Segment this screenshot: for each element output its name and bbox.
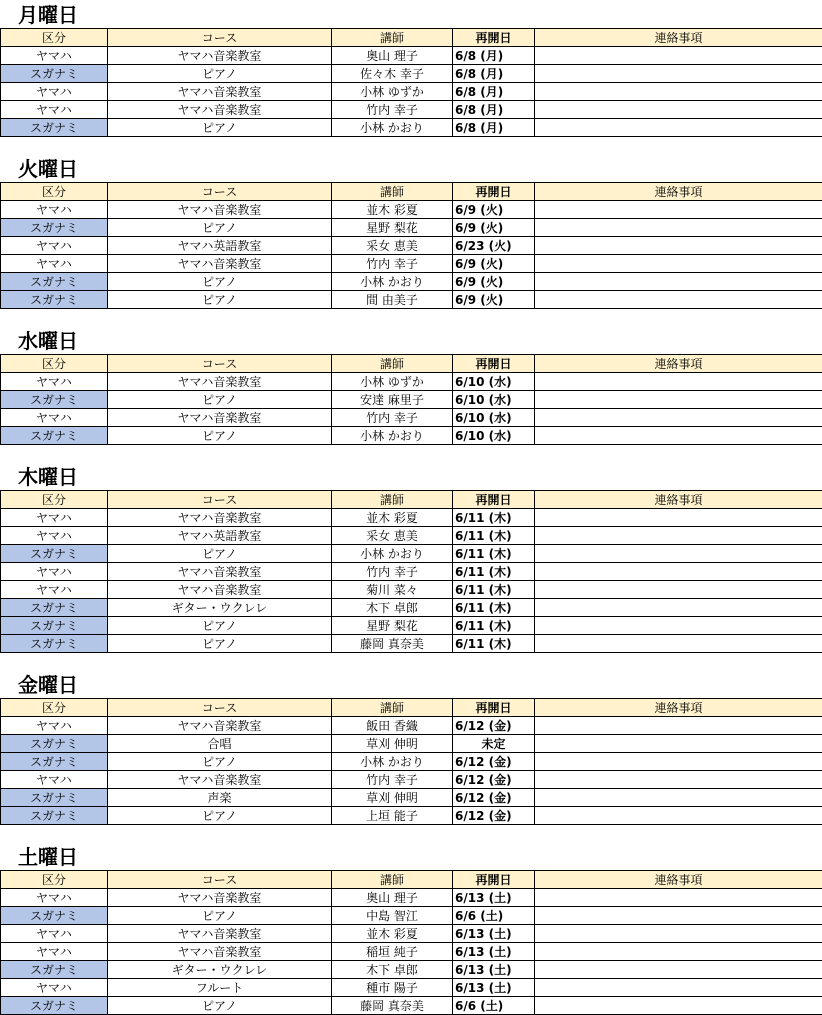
teacher-cell[interactable]: 小林 かおり bbox=[332, 119, 453, 137]
course-cell[interactable]: ピアノ bbox=[108, 907, 332, 925]
restart-date-cell[interactable]: 6/8 (月) bbox=[453, 119, 535, 137]
header-row bbox=[1, 183, 822, 201]
notes-cell[interactable] bbox=[535, 373, 822, 391]
teacher-cell[interactable]: 竹内 幸子 bbox=[332, 409, 453, 427]
course-cell[interactable]: ピアノ bbox=[108, 219, 332, 237]
restart-date-header[interactable]: 再開日 bbox=[453, 183, 535, 201]
category-cell[interactable]: ヤマハ bbox=[1, 771, 108, 789]
category-header[interactable]: 区分 bbox=[1, 355, 108, 373]
table-row bbox=[1, 961, 822, 979]
category-cell[interactable]: スガナミ bbox=[1, 789, 108, 807]
course-cell[interactable]: ヤマハ音楽教室 bbox=[108, 563, 332, 581]
table-row bbox=[1, 889, 822, 907]
restart-date-cell[interactable]: 6/6 (土) bbox=[453, 997, 535, 1015]
restart-date-cell[interactable]: 6/11 (木) bbox=[453, 599, 535, 617]
course-cell[interactable]: ギター・ウクレレ bbox=[108, 599, 332, 617]
table-row bbox=[1, 409, 822, 427]
notes-cell[interactable] bbox=[535, 753, 822, 771]
restart-date-cell[interactable]: 6/9 (火) bbox=[453, 273, 535, 291]
course-cell[interactable]: ヤマハ音楽教室 bbox=[108, 771, 332, 789]
notes-header[interactable]: 連絡事項 bbox=[535, 29, 822, 47]
notes-cell[interactable] bbox=[535, 47, 822, 65]
notes-cell[interactable] bbox=[535, 119, 822, 137]
notes-cell[interactable] bbox=[535, 789, 822, 807]
notes-cell[interactable] bbox=[535, 237, 822, 255]
table-row bbox=[1, 807, 822, 825]
header-row bbox=[1, 355, 822, 373]
category-cell[interactable]: スガナミ bbox=[1, 807, 108, 825]
table-row bbox=[1, 635, 822, 653]
table-row bbox=[1, 753, 822, 771]
notes-cell[interactable] bbox=[535, 979, 822, 997]
course-cell[interactable]: ピアノ bbox=[108, 997, 332, 1015]
table-row bbox=[1, 599, 822, 617]
course-cell[interactable]: 声楽 bbox=[108, 789, 332, 807]
restart-date-cell[interactable]: 6/10 (水) bbox=[453, 409, 535, 427]
category-cell[interactable]: スガナミ bbox=[1, 119, 108, 137]
teacher-cell[interactable]: 佐々木 幸子 bbox=[332, 65, 453, 83]
category-header[interactable]: 区分 bbox=[1, 29, 108, 47]
category-cell[interactable]: スガナミ bbox=[1, 735, 108, 753]
notes-cell[interactable] bbox=[535, 427, 822, 445]
category-cell[interactable]: ヤマハ bbox=[1, 83, 108, 101]
restart-date-cell[interactable]: 6/13 (土) bbox=[453, 925, 535, 943]
notes-cell[interactable] bbox=[535, 527, 822, 545]
teacher-cell[interactable]: 小林 かおり bbox=[332, 753, 453, 771]
teacher-cell[interactable]: 間 由美子 bbox=[332, 291, 453, 309]
notes-cell[interactable] bbox=[535, 509, 822, 527]
notes-cell[interactable] bbox=[535, 101, 822, 119]
notes-cell[interactable] bbox=[535, 201, 822, 219]
notes-cell[interactable] bbox=[535, 717, 822, 735]
notes-cell[interactable] bbox=[535, 925, 822, 943]
notes-cell[interactable] bbox=[535, 735, 822, 753]
restart-date-cell[interactable]: 6/8 (月) bbox=[453, 47, 535, 65]
category-cell[interactable]: ヤマハ bbox=[1, 237, 108, 255]
table-row bbox=[1, 717, 822, 735]
category-cell[interactable]: ヤマハ bbox=[1, 409, 108, 427]
teacher-header[interactable]: 講師 bbox=[332, 355, 453, 373]
course-cell[interactable]: ピアノ bbox=[108, 427, 332, 445]
category-cell[interactable]: ヤマハ bbox=[1, 201, 108, 219]
restart-date-cell[interactable]: 6/10 (水) bbox=[453, 373, 535, 391]
table-row bbox=[1, 509, 822, 527]
notes-cell[interactable] bbox=[535, 889, 822, 907]
restart-date-cell[interactable]: 6/12 (金) bbox=[453, 789, 535, 807]
category-cell[interactable]: ヤマハ bbox=[1, 925, 108, 943]
notes-cell[interactable] bbox=[535, 635, 822, 653]
restart-date-cell[interactable]: 6/11 (木) bbox=[453, 563, 535, 581]
restart-date-header[interactable]: 再開日 bbox=[453, 29, 535, 47]
day-title: 火曜日 bbox=[18, 157, 78, 181]
table-row bbox=[1, 617, 822, 635]
teacher-cell[interactable]: 竹内 幸子 bbox=[332, 771, 453, 789]
restart-date-cell[interactable]: 6/12 (金) bbox=[453, 771, 535, 789]
teacher-cell[interactable]: 飯田 香織 bbox=[332, 717, 453, 735]
teacher-cell[interactable]: 采女 恵美 bbox=[332, 237, 453, 255]
teacher-cell[interactable]: 安達 麻里子 bbox=[332, 391, 453, 409]
restart-date-cell[interactable]: 6/12 (金) bbox=[453, 717, 535, 735]
restart-date-header[interactable]: 再開日 bbox=[453, 871, 535, 889]
day-title: 月曜日 bbox=[18, 3, 78, 27]
course-header[interactable]: コース bbox=[108, 871, 332, 889]
notes-header[interactable]: 連絡事項 bbox=[535, 699, 822, 717]
notes-header[interactable]: 連絡事項 bbox=[535, 355, 822, 373]
teacher-cell[interactable]: 中島 智江 bbox=[332, 907, 453, 925]
course-cell[interactable]: フルート bbox=[108, 979, 332, 997]
restart-date-cell[interactable]: 6/11 (木) bbox=[453, 527, 535, 545]
notes-cell[interactable] bbox=[535, 907, 822, 925]
table-row bbox=[1, 83, 822, 101]
category-cell[interactable]: ヤマハ bbox=[1, 979, 108, 997]
table-row bbox=[1, 291, 822, 309]
header-row bbox=[1, 491, 822, 509]
category-cell[interactable]: ヤマハ bbox=[1, 889, 108, 907]
course-cell[interactable]: ヤマハ音楽教室 bbox=[108, 101, 332, 119]
teacher-cell[interactable]: 星野 梨花 bbox=[332, 617, 453, 635]
notes-cell[interactable] bbox=[535, 617, 822, 635]
notes-cell[interactable] bbox=[535, 961, 822, 979]
table-row bbox=[1, 391, 822, 409]
teacher-cell[interactable]: 並木 彩夏 bbox=[332, 509, 453, 527]
course-header[interactable]: コース bbox=[108, 183, 332, 201]
course-cell[interactable]: ピアノ bbox=[108, 119, 332, 137]
category-header[interactable]: 区分 bbox=[1, 871, 108, 889]
restart-date-cell[interactable]: 6/8 (月) bbox=[453, 83, 535, 101]
restart-date-header[interactable]: 再開日 bbox=[453, 699, 535, 717]
category-cell[interactable]: ヤマハ bbox=[1, 717, 108, 735]
course-cell[interactable]: ヤマハ音楽教室 bbox=[108, 581, 332, 599]
restart-date-cell[interactable]: 6/13 (土) bbox=[453, 889, 535, 907]
category-cell[interactable]: ヤマハ bbox=[1, 101, 108, 119]
course-cell[interactable]: ヤマハ音楽教室 bbox=[108, 47, 332, 65]
category-header[interactable]: 区分 bbox=[1, 183, 108, 201]
teacher-cell[interactable]: 木下 卓郎 bbox=[332, 961, 453, 979]
teacher-header[interactable]: 講師 bbox=[332, 699, 453, 717]
category-cell[interactable]: ヤマハ bbox=[1, 943, 108, 961]
course-cell[interactable]: ヤマハ音楽教室 bbox=[108, 509, 332, 527]
restart-date-cell[interactable]: 6/6 (土) bbox=[453, 907, 535, 925]
table-row bbox=[1, 101, 822, 119]
category-cell[interactable]: スガナミ bbox=[1, 617, 108, 635]
schedule-table bbox=[0, 490, 822, 653]
notes-header[interactable]: 連絡事項 bbox=[535, 491, 822, 509]
teacher-cell[interactable]: 小林 ゆずか bbox=[332, 83, 453, 101]
category-cell[interactable]: スガナミ bbox=[1, 961, 108, 979]
restart-date-cell[interactable]: 6/9 (火) bbox=[453, 255, 535, 273]
course-cell[interactable]: ヤマハ音楽教室 bbox=[108, 925, 332, 943]
course-cell[interactable]: 合唱 bbox=[108, 735, 332, 753]
teacher-cell[interactable]: 木下 卓郎 bbox=[332, 599, 453, 617]
table-row bbox=[1, 201, 822, 219]
teacher-cell[interactable]: 小林 かおり bbox=[332, 273, 453, 291]
teacher-cell[interactable]: 小林 かおり bbox=[332, 427, 453, 445]
restart-date-cell[interactable]: 6/13 (土) bbox=[453, 979, 535, 997]
header-row bbox=[1, 699, 822, 717]
notes-cell[interactable] bbox=[535, 563, 822, 581]
teacher-cell[interactable]: 小林 ゆずか bbox=[332, 373, 453, 391]
course-cell[interactable]: ヤマハ英語教室 bbox=[108, 237, 332, 255]
teacher-cell[interactable]: 並木 彩夏 bbox=[332, 925, 453, 943]
table-row bbox=[1, 255, 822, 273]
restart-date-cell[interactable]: 6/8 (月) bbox=[453, 65, 535, 83]
table-row bbox=[1, 65, 822, 83]
course-header[interactable]: コース bbox=[108, 355, 332, 373]
table-row bbox=[1, 789, 822, 807]
course-cell[interactable]: ヤマハ音楽教室 bbox=[108, 717, 332, 735]
teacher-cell[interactable]: 菊川 菜々 bbox=[332, 581, 453, 599]
category-header[interactable]: 区分 bbox=[1, 491, 108, 509]
category-cell[interactable]: スガナミ bbox=[1, 219, 108, 237]
restart-date-cell[interactable]: 6/10 (水) bbox=[453, 427, 535, 445]
teacher-header[interactable]: 講師 bbox=[332, 183, 453, 201]
category-cell[interactable]: スガナミ bbox=[1, 907, 108, 925]
notes-header[interactable]: 連絡事項 bbox=[535, 183, 822, 201]
restart-date-header[interactable]: 再開日 bbox=[453, 355, 535, 373]
day-title: 木曜日 bbox=[18, 465, 78, 489]
table-row bbox=[1, 771, 822, 789]
restart-date-cell[interactable]: 6/12 (金) bbox=[453, 753, 535, 771]
category-cell[interactable]: スガナミ bbox=[1, 65, 108, 83]
schedule-table bbox=[0, 870, 822, 1015]
restart-date-cell[interactable]: 6/11 (木) bbox=[453, 617, 535, 635]
schedule-table bbox=[0, 354, 822, 445]
course-cell[interactable]: ヤマハ音楽教室 bbox=[108, 83, 332, 101]
restart-date-cell[interactable]: 6/11 (木) bbox=[453, 545, 535, 563]
category-cell[interactable]: ヤマハ bbox=[1, 527, 108, 545]
table-row bbox=[1, 907, 822, 925]
restart-date-cell[interactable]: 6/9 (火) bbox=[453, 291, 535, 309]
restart-date-cell[interactable]: 6/9 (火) bbox=[453, 219, 535, 237]
course-header[interactable]: コース bbox=[108, 29, 332, 47]
category-cell[interactable]: ヤマハ bbox=[1, 563, 108, 581]
teacher-cell[interactable]: 采女 恵美 bbox=[332, 527, 453, 545]
teacher-cell[interactable]: 奥山 理子 bbox=[332, 889, 453, 907]
notes-cell[interactable] bbox=[535, 599, 822, 617]
course-cell[interactable]: ヤマハ音楽教室 bbox=[108, 373, 332, 391]
teacher-cell[interactable]: 上垣 能子 bbox=[332, 807, 453, 825]
notes-cell[interactable] bbox=[535, 83, 822, 101]
notes-cell[interactable] bbox=[535, 391, 822, 409]
category-cell[interactable]: スガナミ bbox=[1, 291, 108, 309]
category-cell[interactable]: スガナミ bbox=[1, 273, 108, 291]
teacher-cell[interactable]: 竹内 幸子 bbox=[332, 255, 453, 273]
category-cell[interactable]: ヤマハ bbox=[1, 373, 108, 391]
teacher-header[interactable]: 講師 bbox=[332, 491, 453, 509]
teacher-header[interactable]: 講師 bbox=[332, 29, 453, 47]
course-cell[interactable]: ピアノ bbox=[108, 545, 332, 563]
restart-date-cell[interactable]: 6/11 (木) bbox=[453, 509, 535, 527]
course-cell[interactable]: ヤマハ音楽教室 bbox=[108, 255, 332, 273]
course-cell[interactable]: ピアノ bbox=[108, 635, 332, 653]
notes-cell[interactable] bbox=[535, 771, 822, 789]
restart-date-cell[interactable]: 6/13 (土) bbox=[453, 961, 535, 979]
course-cell[interactable]: ヤマハ音楽教室 bbox=[108, 409, 332, 427]
course-cell[interactable]: ヤマハ英語教室 bbox=[108, 527, 332, 545]
restart-date-cell[interactable]: 6/10 (水) bbox=[453, 391, 535, 409]
course-header[interactable]: コース bbox=[108, 699, 332, 717]
table-row bbox=[1, 427, 822, 445]
notes-cell[interactable] bbox=[535, 273, 822, 291]
table-row bbox=[1, 373, 822, 391]
restart-date-cell[interactable]: 6/11 (木) bbox=[453, 635, 535, 653]
teacher-header[interactable]: 講師 bbox=[332, 871, 453, 889]
notes-cell[interactable] bbox=[535, 997, 822, 1015]
teacher-cell[interactable]: 竹内 幸子 bbox=[332, 563, 453, 581]
table-row bbox=[1, 563, 822, 581]
restart-date-cell[interactable]: 6/9 (火) bbox=[453, 201, 535, 219]
category-cell[interactable]: ヤマハ bbox=[1, 581, 108, 599]
table-row bbox=[1, 943, 822, 961]
header-row bbox=[1, 871, 822, 889]
category-cell[interactable]: スガナミ bbox=[1, 391, 108, 409]
table-row bbox=[1, 581, 822, 599]
table-row bbox=[1, 925, 822, 943]
teacher-cell[interactable]: 草刈 伸明 bbox=[332, 789, 453, 807]
restart-date-cell[interactable]: 6/13 (土) bbox=[453, 943, 535, 961]
category-cell[interactable]: スガナミ bbox=[1, 599, 108, 617]
table-row bbox=[1, 47, 822, 65]
course-cell[interactable]: ピアノ bbox=[108, 617, 332, 635]
table-row bbox=[1, 237, 822, 255]
day-title: 水曜日 bbox=[18, 329, 78, 353]
notes-cell[interactable] bbox=[535, 545, 822, 563]
restart-date-header[interactable]: 再開日 bbox=[453, 491, 535, 509]
schedule-table bbox=[0, 182, 822, 309]
table-row bbox=[1, 273, 822, 291]
table-row bbox=[1, 979, 822, 997]
restart-date-cell[interactable]: 6/8 (月) bbox=[453, 101, 535, 119]
table-row bbox=[1, 119, 822, 137]
notes-cell[interactable] bbox=[535, 65, 822, 83]
day-title: 金曜日 bbox=[18, 673, 78, 697]
restart-date-cell[interactable]: 6/11 (木) bbox=[453, 581, 535, 599]
category-cell[interactable]: スガナミ bbox=[1, 427, 108, 445]
schedule-table bbox=[0, 698, 822, 825]
course-cell[interactable]: ヤマハ音楽教室 bbox=[108, 889, 332, 907]
course-cell[interactable]: ピアノ bbox=[108, 291, 332, 309]
notes-cell[interactable] bbox=[535, 581, 822, 599]
course-cell[interactable]: ピアノ bbox=[108, 65, 332, 83]
schedule-table bbox=[0, 28, 822, 137]
teacher-cell[interactable]: 星野 梨花 bbox=[332, 219, 453, 237]
notes-cell[interactable] bbox=[535, 409, 822, 427]
notes-cell[interactable] bbox=[535, 807, 822, 825]
category-cell[interactable]: スガナミ bbox=[1, 635, 108, 653]
teacher-cell[interactable]: 小林 かおり bbox=[332, 545, 453, 563]
category-header[interactable]: 区分 bbox=[1, 699, 108, 717]
notes-cell[interactable] bbox=[535, 943, 822, 961]
day-title: 土曜日 bbox=[18, 845, 78, 869]
notes-cell[interactable] bbox=[535, 291, 822, 309]
restart-date-cell[interactable]: 6/12 (金) bbox=[453, 807, 535, 825]
course-cell[interactable]: ギター・ウクレレ bbox=[108, 961, 332, 979]
restart-date-cell[interactable]: 6/23 (火) bbox=[453, 237, 535, 255]
table-row bbox=[1, 997, 822, 1015]
category-cell[interactable]: スガナミ bbox=[1, 545, 108, 563]
course-cell[interactable]: ピアノ bbox=[108, 753, 332, 771]
category-cell[interactable]: スガナミ bbox=[1, 753, 108, 771]
teacher-cell[interactable]: 稲垣 純子 bbox=[332, 943, 453, 961]
restart-date-cell[interactable]: 未定 bbox=[453, 735, 535, 753]
teacher-cell[interactable]: 藤岡 真奈美 bbox=[332, 997, 453, 1015]
notes-cell[interactable] bbox=[535, 219, 822, 237]
category-cell[interactable]: スガナミ bbox=[1, 997, 108, 1015]
table-row bbox=[1, 735, 822, 753]
notes-cell[interactable] bbox=[535, 255, 822, 273]
table-row bbox=[1, 219, 822, 237]
notes-header[interactable]: 連絡事項 bbox=[535, 871, 822, 889]
course-cell[interactable]: ピアノ bbox=[108, 807, 332, 825]
teacher-cell[interactable]: 並木 彩夏 bbox=[332, 201, 453, 219]
course-header[interactable]: コース bbox=[108, 491, 332, 509]
category-cell[interactable]: ヤマハ bbox=[1, 255, 108, 273]
category-cell[interactable]: ヤマハ bbox=[1, 509, 108, 527]
course-cell[interactable]: ヤマハ音楽教室 bbox=[108, 201, 332, 219]
teacher-cell[interactable]: 種市 陽子 bbox=[332, 979, 453, 997]
teacher-cell[interactable]: 藤岡 真奈美 bbox=[332, 635, 453, 653]
header-row bbox=[1, 29, 822, 47]
category-cell[interactable]: ヤマハ bbox=[1, 47, 108, 65]
teacher-cell[interactable]: 奥山 理子 bbox=[332, 47, 453, 65]
table-row bbox=[1, 527, 822, 545]
table-row bbox=[1, 545, 822, 563]
course-cell[interactable]: ピアノ bbox=[108, 273, 332, 291]
course-cell[interactable]: ヤマハ音楽教室 bbox=[108, 943, 332, 961]
teacher-cell[interactable]: 竹内 幸子 bbox=[332, 101, 453, 119]
teacher-cell[interactable]: 草刈 伸明 bbox=[332, 735, 453, 753]
course-cell[interactable]: ピアノ bbox=[108, 391, 332, 409]
